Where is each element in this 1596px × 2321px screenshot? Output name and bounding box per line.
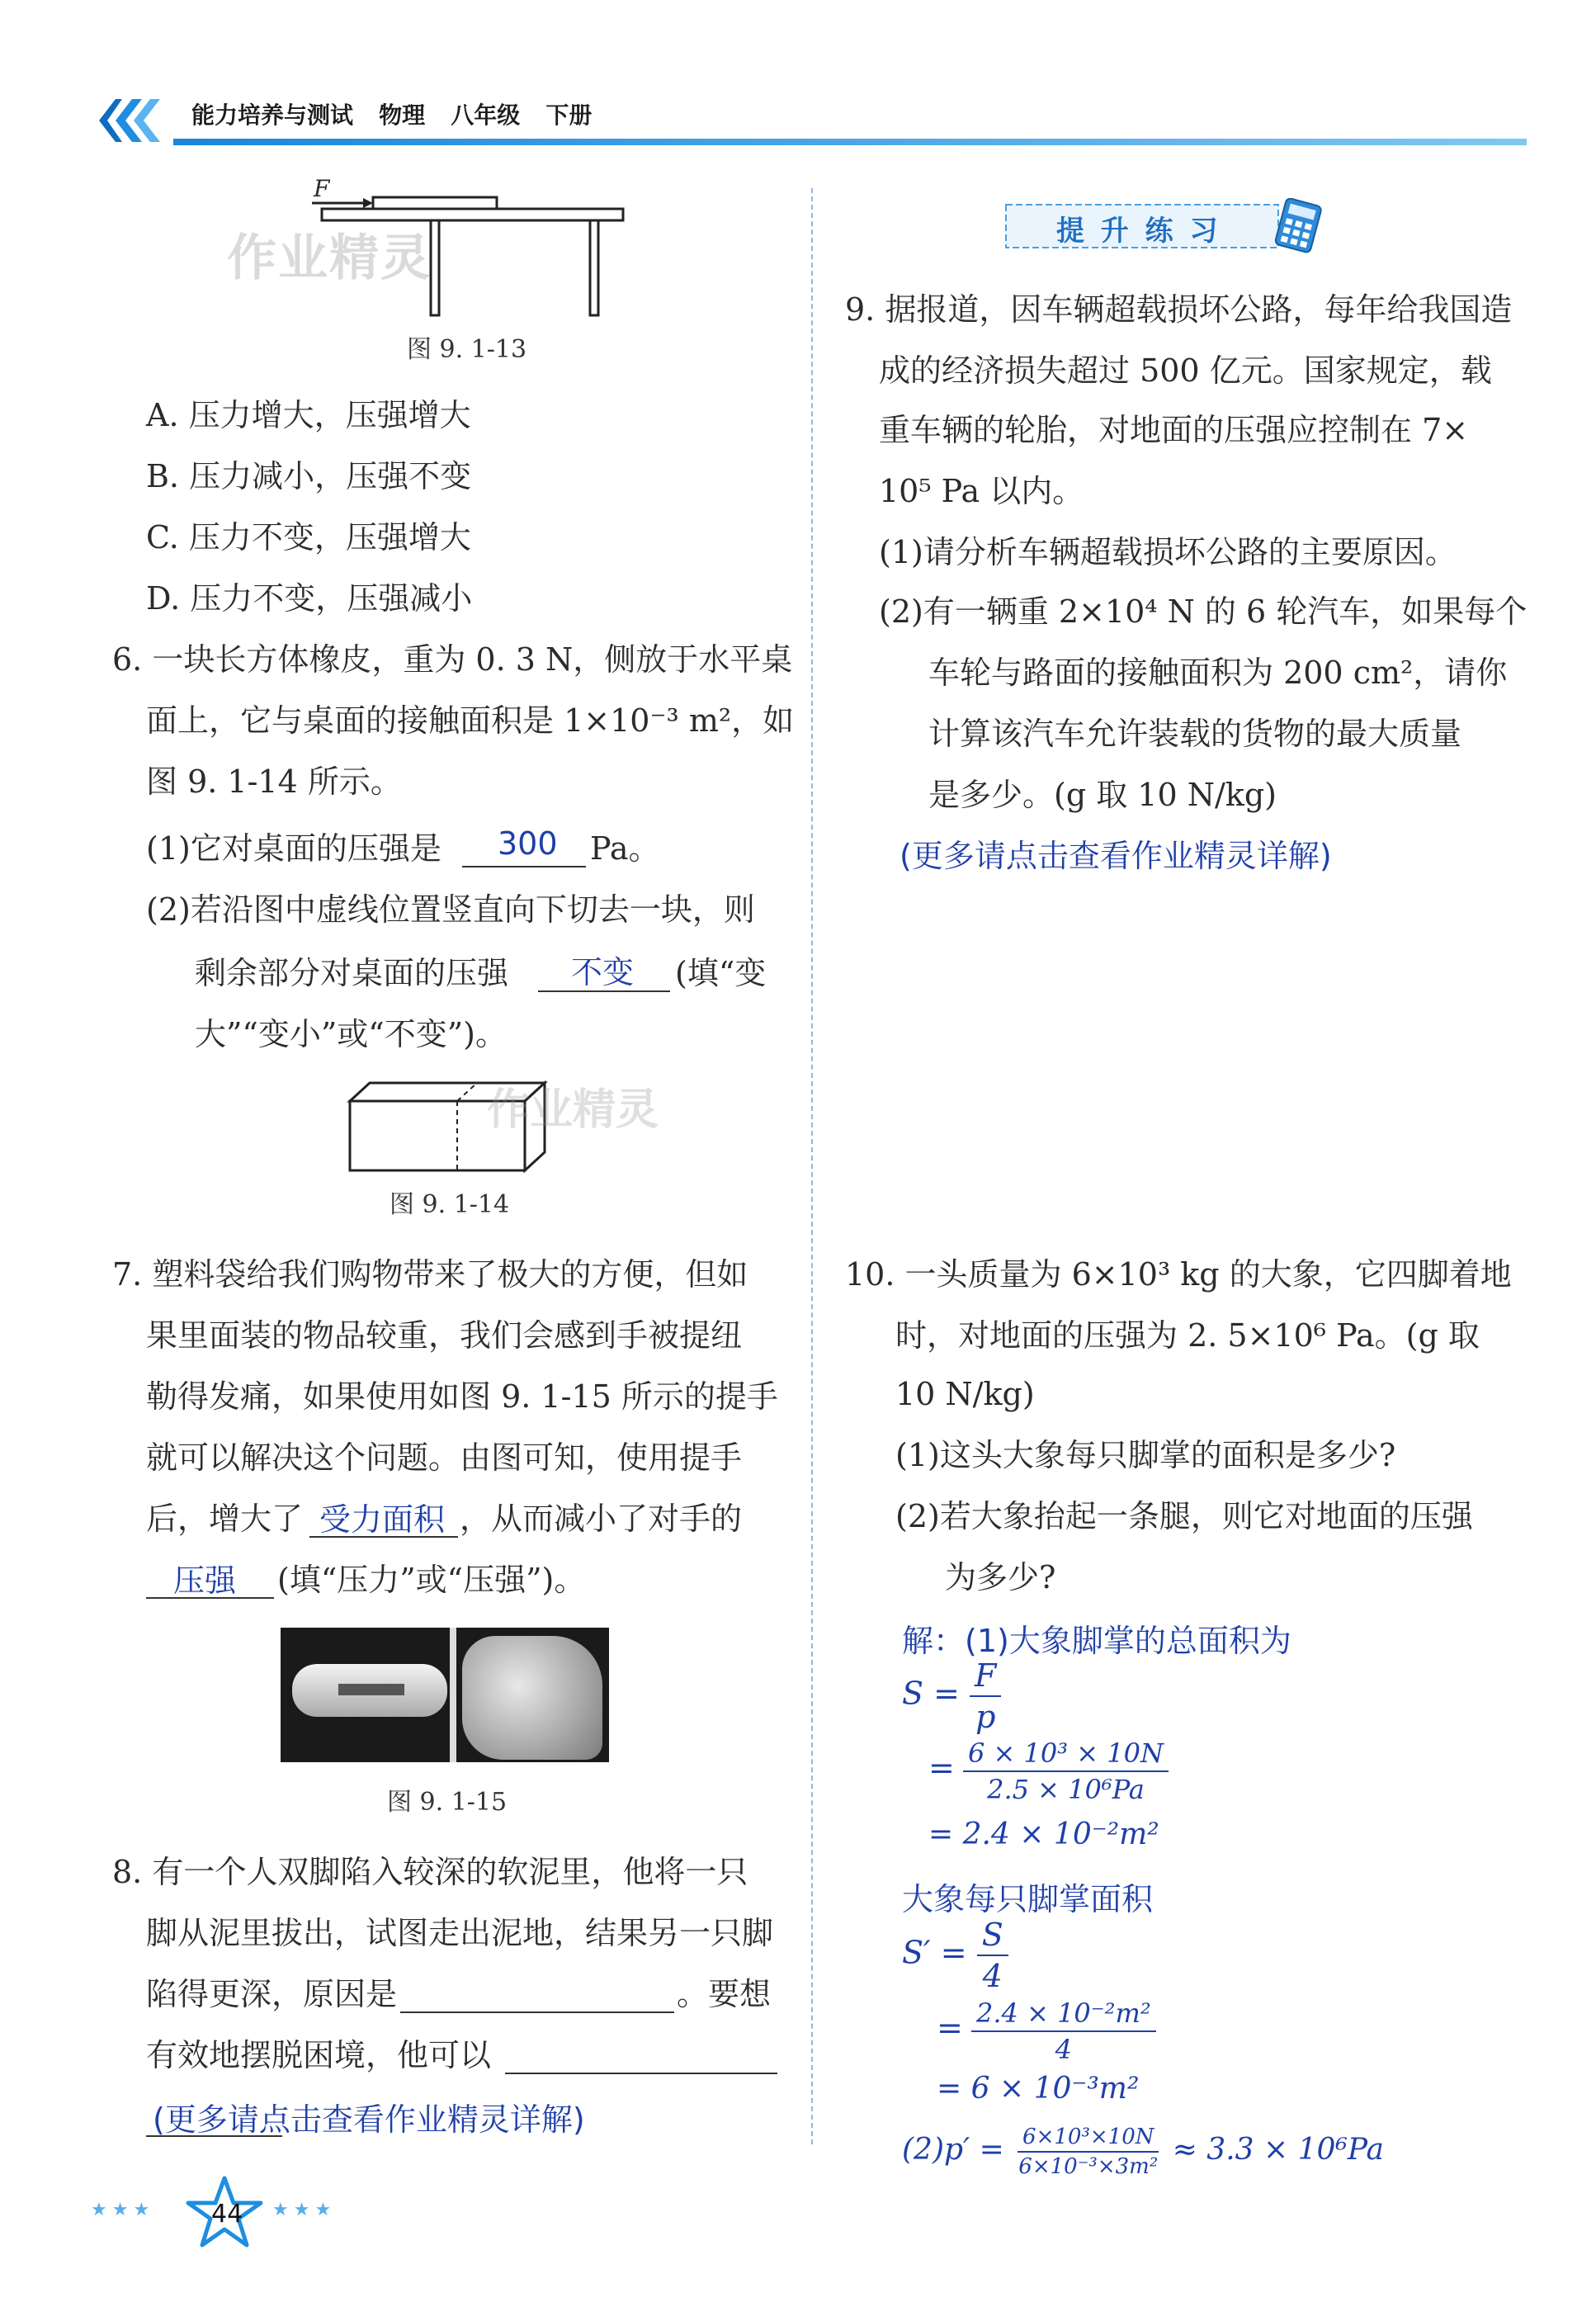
q7-line2: 果里面装的物品较重，我们会感到手被提纽 [146, 1317, 743, 1354]
solution-link[interactable]: (更多请点击查看作业精灵详解) [153, 2101, 585, 2138]
q9-p2-line2: 车轮与路面的接触面积为 200 cm²，请你 [928, 655, 1508, 691]
calculator-icon [1268, 198, 1328, 254]
option-d: D. 压力不变，压强减小 [146, 580, 473, 617]
equation-lhs: S = [902, 1675, 960, 1712]
fraction-denominator: 2.5 × 10⁶Pa [987, 1774, 1145, 1805]
q7-line1: 7. 塑料袋给我们购物带来了极大的方便，但如 [112, 1256, 748, 1293]
equation-pressure [902, 2125, 1384, 2179]
answer-text: 压强 [173, 1562, 237, 1599]
q10-line3: 10 N/kg) [895, 1376, 1035, 1412]
q6-line1: 6. 一块长方体橡皮，重为 0. 3 N，侧放于水平桌 [112, 641, 793, 678]
option-b: B. 压力减小，压强不变 [146, 458, 472, 494]
q9-p1: (1)请分析车辆超载损坏公路的主要原因。 [879, 534, 1457, 570]
q7-line5-prefix: 后，增大了 [146, 1501, 304, 1537]
q6-p2-line3: 大”“变小”或“不变”)。 [195, 1016, 507, 1052]
q10-line2: 时，对地面的压强为 2. 5×10⁶ Pa。(g 取 [895, 1317, 1480, 1354]
answer-blank [462, 866, 586, 867]
equation-lhs: (2)p′ = [902, 2133, 1004, 2167]
figure-caption: 图 9. 1-14 [390, 1190, 510, 1219]
q6-line2: 面上，它与桌面的接触面积是 1×10⁻³ m²，如 [146, 702, 795, 739]
q10-p1: (1)这头大象每只脚掌的面积是多少? [895, 1437, 1396, 1473]
book-title: 能力培养与测试 [191, 102, 354, 129]
section-title: 提 升 练 习 [1056, 215, 1221, 248]
fraction-denominator: 4 [1055, 2034, 1073, 2065]
header-bar [99, 97, 1518, 130]
fraction-numerator: F [970, 1657, 1001, 1697]
solution-middle: 大象每只脚掌面积 [902, 1881, 1154, 1917]
header-line [173, 139, 1527, 145]
watermark: 作业精灵 [487, 1085, 659, 1135]
column-divider [811, 188, 813, 2144]
q10-p2-line2: 为多少? [945, 1559, 1056, 1595]
section-heading [1003, 198, 1333, 254]
equation-substitution [928, 1737, 1169, 1805]
equation-area-each [902, 1917, 1008, 1994]
grade: 八年级 [451, 102, 521, 129]
answer-blank [400, 2011, 674, 2013]
q7-line3: 勒得发痛，如果使用如图 9. 1-15 所示的提手 [146, 1378, 778, 1415]
figure-caption: 图 9. 1-15 [387, 1788, 508, 1817]
answer-text: 不变 [571, 954, 635, 990]
answer-text: 300 [498, 825, 558, 862]
equation-area-total [902, 1657, 1001, 1735]
equation-substitution-2 [937, 1997, 1156, 2065]
q6-p1-prefix: (1)它对桌面的压强是 [146, 830, 441, 867]
q8-line1: 8. 有一个人双脚陷入较深的软泥里，他将一只 [112, 1854, 748, 1890]
q9-line1: 9. 据报道，因车辆超载损坏公路，每年给我国造 [845, 291, 1513, 328]
fraction-denominator: p [975, 1699, 996, 1735]
q9-p2-line3: 计算该汽车允许装载的货物的最大质量 [928, 716, 1462, 752]
equals-sign: = [928, 1749, 955, 1786]
fraction-numerator: S [977, 1917, 1008, 1956]
solution-intro: 解：(1)大象脚掌的总面积为 [902, 1623, 1291, 1659]
q9-p2-line1: (2)有一辆重 2×10⁴ N 的 6 轮汽车，如果每个 [879, 593, 1528, 630]
header-arrow-icon [99, 97, 173, 147]
equation-result-2: = 6 × 10⁻³m² [937, 2072, 1140, 2106]
solution-link[interactable]: (更多请点击查看作业精灵详解) [900, 838, 1332, 874]
fraction-denominator: 4 [982, 1958, 1003, 1994]
page-number: 44 [211, 2200, 243, 2229]
star-decoration-icon: ★★★ [91, 2200, 155, 2220]
page-footer [91, 2175, 363, 2249]
q9-p2-line4: 是多少。(g 取 10 N/kg) [928, 777, 1277, 813]
q8-line3-prefix: 陷得更深，原因是 [146, 1976, 398, 2012]
q8-line2: 脚从泥里拔出，试图走出泥地，结果另一只脚 [146, 1915, 774, 1951]
equation-lhs: S′ = [902, 1934, 967, 1971]
subject: 物理 [379, 102, 426, 129]
force-label: F [314, 175, 330, 202]
q9-line2: 成的经济损失超过 500 亿元。国家规定，载 [879, 352, 1492, 389]
option-c: C. 压力不变，压强增大 [146, 519, 471, 555]
figure-caption: 图 9. 1-13 [407, 335, 527, 364]
fraction-numerator: 6 × 10³ × 10N [963, 1737, 1169, 1772]
q9-line3: 重车辆的轮胎，对地面的压强应控制在 7× [879, 412, 1469, 448]
q6-p2-line2-suffix: (填“变 [675, 955, 767, 991]
answer-blank [505, 2073, 777, 2074]
fraction-numerator: 2.4 × 10⁻²m² [971, 1997, 1156, 2032]
fraction-denominator: 6×10⁻³×3m² [1018, 2154, 1159, 2179]
q9-line4: 10⁵ Pa 以内。 [879, 473, 1084, 509]
equation-result: = 2.4 × 10⁻²m² [928, 1818, 1159, 1851]
answer-text: 受力面积 [319, 1501, 446, 1538]
volume: 下册 [545, 102, 593, 129]
option-a: A. 压力增大，压强增大 [146, 397, 471, 433]
q10-line1: 10. 一头质量为 6×10³ kg 的大象，它四脚着地 [845, 1256, 1512, 1293]
fraction-numerator: 6×10³×10N [1018, 2125, 1159, 2153]
equals-sign: = [937, 2009, 963, 2046]
q10-p2-line1: (2)若大象抬起一条腿，则它对地面的压强 [895, 1498, 1473, 1534]
q7-line6-suffix: (填“压力”或“压强”)。 [277, 1562, 586, 1598]
figure-handle-photo [281, 1628, 609, 1762]
q8-line4: 有效地摆脱困境，他可以 [146, 2037, 492, 2073]
q6-line3: 图 9. 1-14 所示。 [146, 763, 402, 800]
equation-rhs: ≈ 3.3 × 10⁶Pa [1172, 2133, 1384, 2167]
q6-p1-suffix: Pa。 [590, 830, 660, 867]
q8-line3-suffix: 。要想 [677, 1976, 772, 2012]
star-decoration-icon: ★★★ [272, 2200, 337, 2220]
q7-line4: 就可以解决这个问题。由图可知，使用提手 [146, 1439, 743, 1476]
q6-p2-line2-prefix: 剩余部分对桌面的压强 [195, 955, 509, 991]
q6-p2-line1: (2)若沿图中虚线位置竖直向下切去一块，则 [146, 891, 755, 928]
watermark: 作业精灵 [227, 229, 432, 287]
q7-line5-suffix: ，从而减小了对手的 [460, 1501, 743, 1537]
